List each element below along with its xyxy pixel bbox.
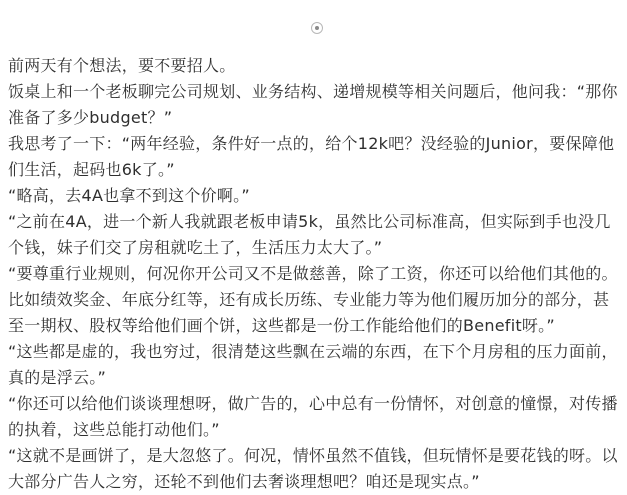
paragraph-7: “这些都是虚的，我也穷过，很清楚这些飘在云端的东西，在下个月房租的压力面前，真的是浮云。” — [8, 342, 618, 387]
paragraph-2: 饭桌上和一个老板聊完公司规划、业务结构、递增规模等相关问题后，他问我：“那你准备了多少budget？” — [8, 82, 618, 127]
paragraph-4: “略高，去4A也拿不到这个价啊。” — [8, 186, 250, 205]
article-body — [8, 53, 619, 495]
paragraph-6: “要尊重行业规则，何况你开公司又不是做慈善，除了工资，你还可以给他们其他的。比如绩效奖金、年底分红等，还有成长历练、专业能力等为他们履历加分的部分，甚至一期权、股权等给他们画个饼，这些都是一份工作能给他们的Benefit呀。” — [8, 264, 618, 335]
section-divider-icon — [311, 22, 323, 34]
paragraph-1: 前两天有个想法，要不要招人。 — [8, 56, 236, 75]
paragraph-8: “你还可以给他们谈谈理想呀，做广告的，心中总有一份情怀，对创意的憧憬，对传播的执着，这些总能打动他们。” — [8, 394, 618, 439]
paragraph-5: “之前在4A，进一个新人我就跟老板申请5k，虽然比公司标准高，但实际到手也没几个钱，妹子们交了房租就吃土了，生活压力太大了。” — [8, 212, 611, 257]
paragraph-3: 我思考了一下：“两年经验，条件好一点的，给个12k吧？没经验的Junior，要保障他们生活，起码也6k了。” — [8, 134, 615, 179]
paragraph-9: “这就不是画饼了，是大忽悠了。何况，情怀虽然不值钱，但玩情怀是要花钱的呀。以大部分广告人之穷，还轮不到他们去奢谈理想吧？咱还是现实点。” — [8, 446, 618, 491]
